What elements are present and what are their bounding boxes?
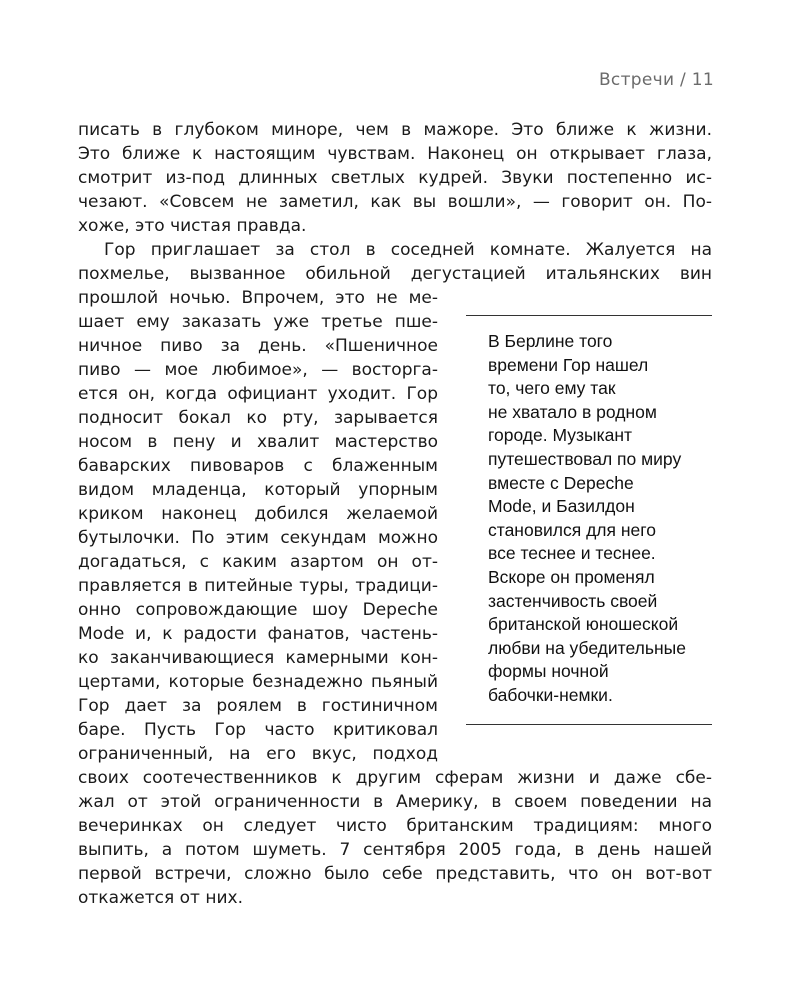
text-line: первой встречи, сложно было себе представить, что он вот-вот: [78, 864, 712, 884]
text-line: ограниченный, на его вкус, подход: [78, 744, 438, 764]
text-line: носом в пену и хвалит мастерство: [78, 432, 438, 452]
pull-quote-line: то, чего ему так: [488, 378, 616, 399]
text-line: откажется от них.: [78, 888, 243, 908]
pull-quote-line: путешествовал по миру: [488, 448, 682, 469]
text-line: онно сопровождающие шоу Depeche: [78, 600, 438, 620]
text-line: ко заканчивающиеся камерными кон-: [78, 648, 438, 668]
text-line: Гор дает за роялем в гостиничном: [78, 696, 438, 716]
text-line: Это ближе к настоящим чувствам. Наконец он открывает глаза,: [78, 144, 712, 164]
text-line: выпить, а потом шуметь. 7 сентября 2005 года, в день нашей: [78, 840, 712, 860]
pull-quote-line: вместе с Depeche: [488, 472, 634, 493]
pull-quote-line: В Берлине того: [488, 331, 613, 351]
text-line: писать в глубоком миноре, чем в мажоре. Это ближе к жизни.: [78, 120, 712, 140]
text-line: прошлой ночью. Впрочем, это не ме-: [78, 288, 438, 308]
text-line: похмелье, вызванное обильной дегустацией итальянских вин: [78, 264, 712, 284]
text-line: смотрит из-под длинных светлых кудрей. Звуки постепенно ис-: [78, 168, 712, 188]
pull-quote-line: городе. Музыкант: [488, 425, 633, 446]
text-line: жал от этой ограниченности в Америку, в своем поведении на: [78, 792, 712, 812]
text-line: криком наконец добился желаемой: [78, 504, 438, 524]
pull-quote-line: все теснее и теснее.: [488, 543, 656, 564]
pull-quote-line: застенчивость своей: [488, 590, 658, 611]
pull-quote-line: формы ночной: [488, 661, 609, 682]
pull-quote-line: британской юношеской: [488, 614, 679, 635]
text-line: Mode и, к радости фанатов, частень-: [78, 624, 438, 644]
text-line: хоже, это чистая правда.: [78, 216, 307, 236]
text-line: ется он, когда официант уходит. Гор: [78, 384, 438, 404]
pull-quote-line: бабочки-немки.: [488, 684, 613, 705]
text-line: баварских пивоваров с блаженным: [78, 456, 438, 476]
pull-quote-line: Вскоре он променял: [488, 566, 655, 587]
text-line-indented: Гор приглашает за стол в соседней комнате. Жалуется на: [104, 240, 712, 260]
text-line: вечеринках он следует чисто британским традициям: много: [78, 816, 712, 836]
text-line: чезают. «Совсем не заметил, как вы вошли», — говорит он. По-: [78, 192, 712, 212]
pull-quote-line: любви на убедительные: [488, 637, 686, 658]
pull-quote-line: становился для него: [488, 519, 656, 540]
text-line: видом младенца, который упорным: [78, 480, 438, 500]
text-line: правляется в питейные туры, традици-: [78, 576, 438, 596]
sidebar-bottom-rule: [466, 724, 712, 725]
text-line: бутылочки. По этим секундам можно: [78, 528, 438, 548]
running-header: Встречи / 11: [598, 70, 714, 90]
text-line: своих соотечественников к другим сферам жизни и даже сбе-: [78, 768, 712, 788]
text-line: ничное пиво за день. «Пшеничное: [78, 336, 438, 356]
text-line: пиво — мое любимое», — восторга-: [78, 360, 438, 380]
pull-quote-sidebar: [466, 315, 712, 725]
pull-quote-line: времени Гор нашел: [488, 354, 649, 375]
pull-quote-text: [466, 316, 712, 724]
text-line: шает ему заказать уже третье пше-: [78, 312, 438, 332]
text-line: цертами, которые безнадежно пьяный: [78, 672, 438, 692]
text-line: баре. Пусть Гор часто критиковал: [78, 720, 438, 740]
text-line: догадаться, с каким азартом он от-: [78, 552, 438, 572]
pull-quote-line: не хватало в родном: [488, 401, 657, 422]
text-line: подносит бокал ко рту, зарывается: [78, 408, 438, 428]
pull-quote-line: Mode, и Базилдон: [488, 496, 635, 517]
